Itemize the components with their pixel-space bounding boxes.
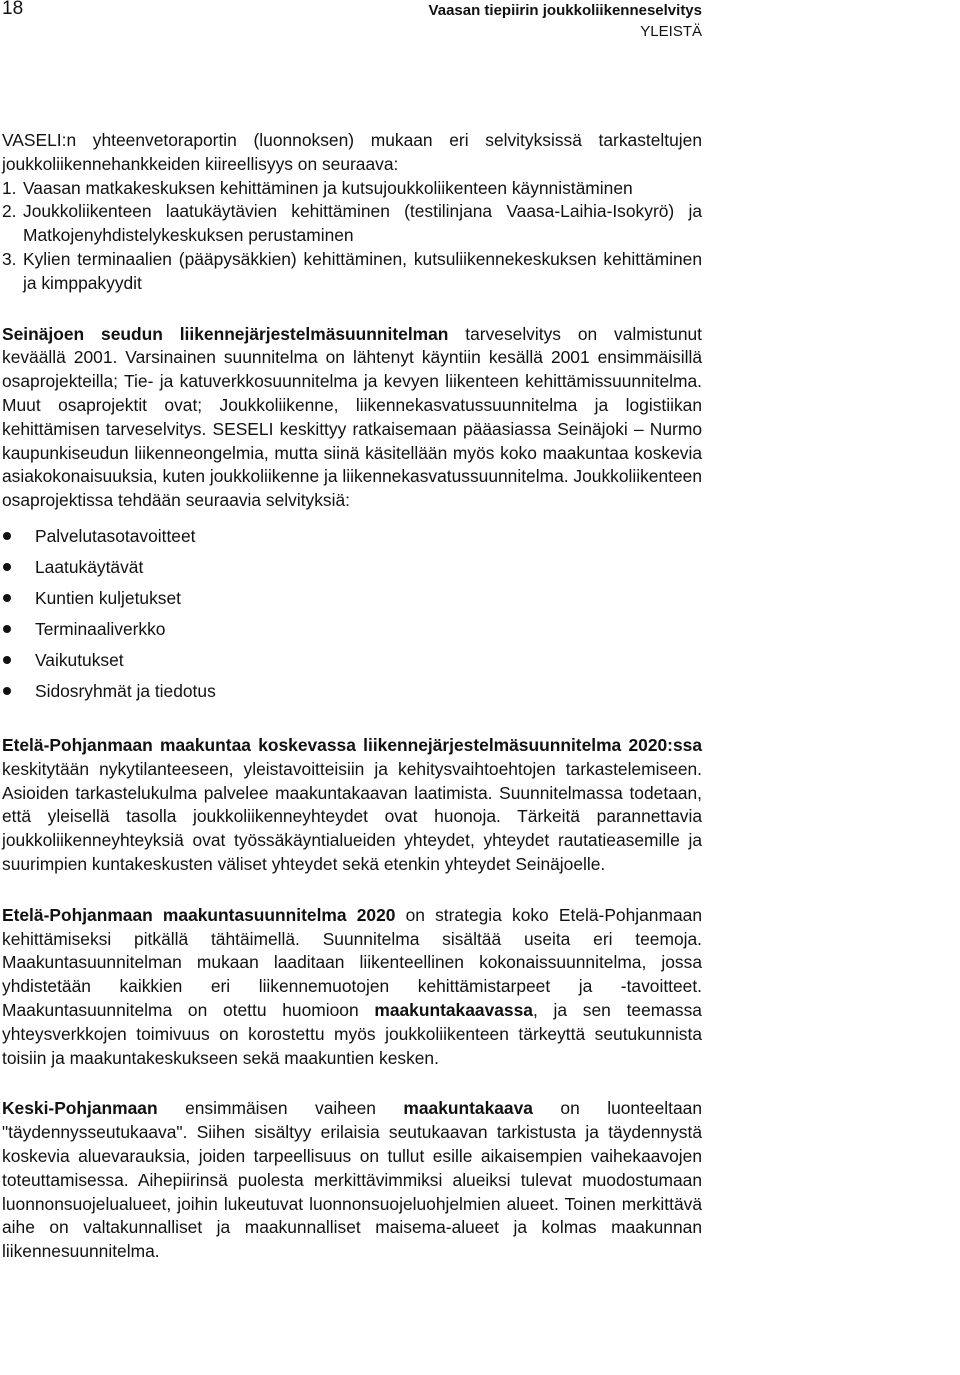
page-body — [2, 129, 702, 1264]
list-item — [2, 177, 702, 201]
list-number: 3. — [2, 248, 17, 269]
paragraph-text: on strategia koko Etelä-Pohjanmaan kehittämiseksi pitkällä tähtäimellä. Suunnitelma sisältää useita eri teemoja. Maakuntasuunnitelman mukaan laaditaan liikenteellinen kokonaissuunnitelma, jossa yhdistetään kaikkien eri liikennemuotojen kehittämistarpeet ja -tavoitteet. Maakuntasuunnitelma on otettu huomioon — [2, 904, 702, 1020]
ep-plan-paragraph — [2, 734, 702, 877]
bold-term: Etelä-Pohjanmaan maakuntasuunnitelma 2020 — [2, 904, 396, 925]
list-item — [2, 200, 702, 248]
bold-term: maakuntakaavassa — [374, 999, 533, 1020]
section-title: YLEISTÄ — [640, 23, 702, 40]
bold-term: Keski-Pohjanmaan — [2, 1098, 158, 1119]
list-item: Terminaaliverkko — [2, 614, 702, 645]
bold-term: Seinäjoen seudun liikennejärjestelmäsuunnitelman — [2, 323, 449, 344]
paragraph-text: , ja sen teemassa yhteysverkkojen toimivuus on korostettu myös joukkoliikenteen tärkeyttä seutukunnista toisiin ja maakuntakeskukseen sekä maakuntien kesken. — [2, 999, 702, 1068]
page-header — [0, 0, 960, 50]
list-text: Vaasan matkakeskuksen kehittäminen ja kutsujoukkoliikenteen käynnistäminen — [23, 177, 633, 198]
bold-term: Etelä-Pohjanmaan maakuntaa koskevassa liikennejärjestelmäsuunnitelma 2020:ssa — [2, 734, 702, 755]
list-number: 2. — [2, 201, 17, 222]
list-item: Palvelutasotavoitteet — [2, 521, 702, 552]
paragraph-text: keskitytään nykytilanteeseen, yleistavoitteisiin ja kehitysvaihtoehtojen tarkastelemiseen. Asioiden tarkastelukulma palvelee maakuntakaavan laatimista. Suunnitelmassa todetaan, että yleisellä tasolla joukkoliikenneyhteydet ovat huonoja. Tärkeitä parannettavia joukkoliikenneyhteyksiä ovat työssäkäyntialueiden yhteydet, yhteydet rautatieasemille ja suurimpien kuntakeskusten väliset yhteydet sekä etenkin yhteydet Seinäjoelle. — [2, 758, 702, 874]
ep-maakunta-paragraph — [2, 904, 702, 1071]
list-text: Joukkoliikenteen laatukäytävien kehittäminen (testilinjana Vaasa-Laihia-Isokyrö) ja Matkojenyhdistelykeskuksen perustaminen — [23, 201, 702, 246]
page-number: 18 — [2, 0, 24, 19]
paragraph-text: on luonteeltaan "täydennysseutukaava". Siihen sisältyy erilaisia seutukaavan tarkistusta ja täydennystä koskevia aluevarauksia, joiden tarpeellisuus on tullut esille aikaisempien vaihekaavojen toteuttamisessa. Aihepiirinsä puolesta merkittävimmiksi alueiksi tulevat muodostumaan luonnonsuojelualueet, joihin lukeutuvat luonnonsuojeluohjelmien alueet. Toinen merkittävä aihe on valtakunnalliset ja maakunnalliset maisema-alueet ja kolmas maakunnan liikennesuunnitelma. — [2, 1098, 702, 1262]
paragraph-text: tarveselvitys on valmistunut keväällä 2001. Varsinainen suunnitelma on lähtenyt käyntiin kesällä 2001 ensimmäisillä osaprojekteilla; Tie- ja katuverkkosuunnitelma ja kevyen liikenteen kehittämissuunnitelma. Muut osaprojektit ovat; Joukkoliikenne, liikennekasvatussuunnitelma ja logistiikan kehittämisen tarveselvitys. SESELI keskittyy ratkaisemaan pääasiassa Seinäjoki – Nurmo kaupunkiseudun liikenneongelmia, mutta siinä käsitellään myös koko maakuntaa koskevia asiakokonaisuuksia, kuten joukkoliikenne ja liikennekasvatussuunnitelma. Joukkoliikenteen osaprojektissa tehdään seuraavia selvityksiä: — [2, 323, 703, 511]
list-number: 1. — [2, 177, 17, 198]
seinajoki-paragraph — [2, 323, 702, 513]
list-text: Kylien terminaalien (pääpysäkkien) kehittäminen, kutsuliikennekeskuksen kehittäminen ja kimppakyydit — [23, 248, 702, 293]
list-item: Vaikutukset — [2, 645, 702, 676]
document-title: Vaasan tiepiirin joukkoliikenneselvitys — [428, 2, 702, 19]
bullet-list — [2, 521, 702, 707]
list-item: Kuntien kuljetukset — [2, 583, 702, 614]
intro-paragraph: VASELI:n yhteenvetoraportin (luonnoksen) mukaan eri selvityksissä tarkasteltujen joukkoliikennehankkeiden kiireellisyys on seuraava: — [2, 130, 702, 174]
priority-list — [2, 177, 702, 296]
list-item: Laatukäytävät — [2, 552, 702, 583]
list-item: Sidosryhmät ja tiedotus — [2, 676, 702, 707]
running-header — [429, 0, 702, 42]
bold-term: maakuntakaava — [403, 1098, 533, 1119]
kp-paragraph — [2, 1097, 702, 1264]
list-item — [2, 248, 702, 296]
paragraph-text: ensimmäisen vaiheen — [157, 1098, 404, 1119]
